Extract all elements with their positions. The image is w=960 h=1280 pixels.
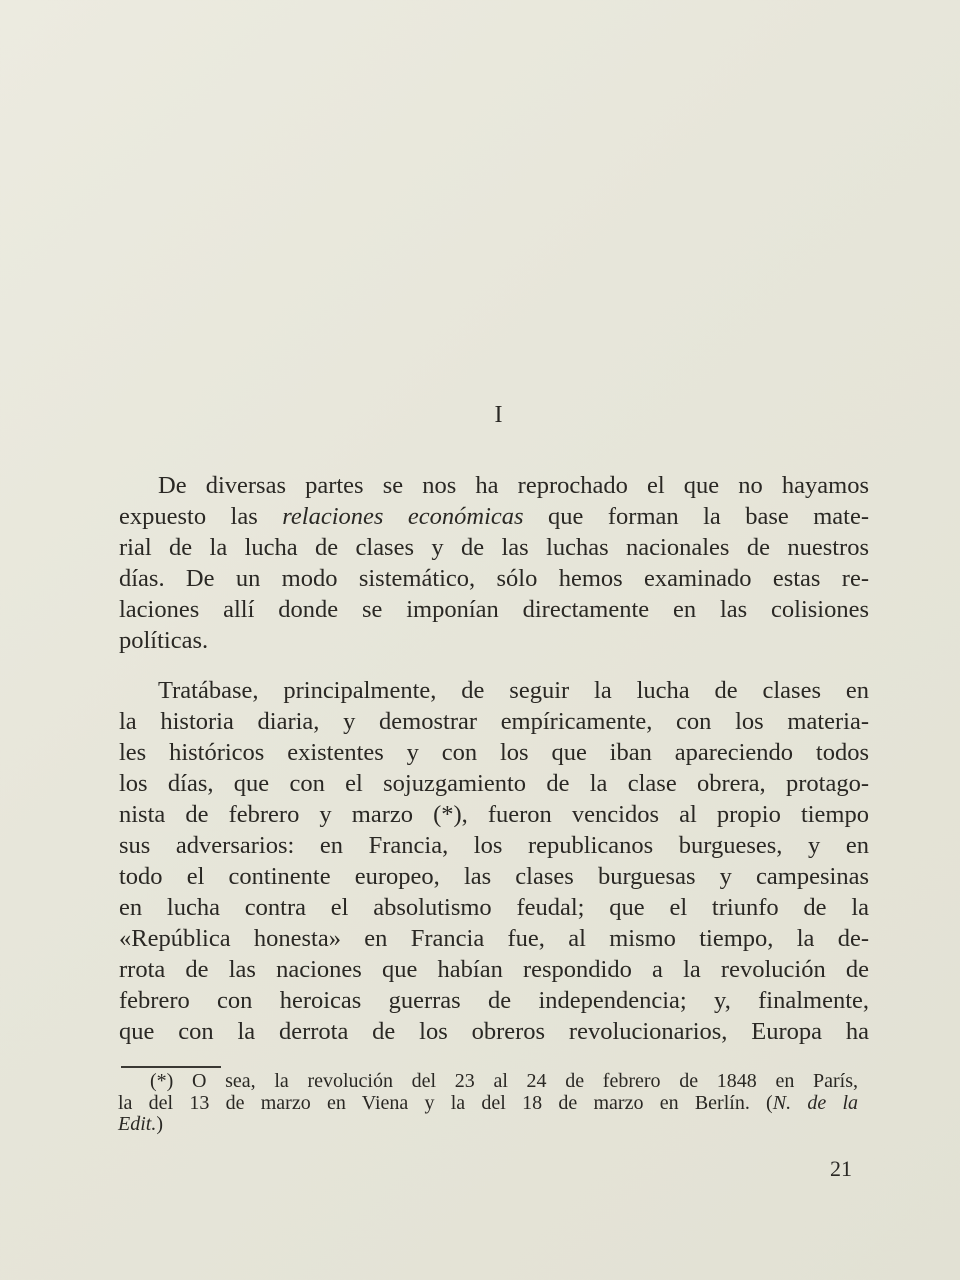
paragraph-2-line-5: nista de febrero y marzo (*), fueron vencidos al propio tiempo <box>119 801 869 828</box>
paragraph-2-line-8: en lucha contra el absolutismo feudal; que el triunfo de la <box>119 894 869 921</box>
paragraph-1-line-5: laciones allí donde se imponían directamente en las colisiones <box>119 596 869 623</box>
paragraph-1-line-2-end: que forman la base mate- <box>548 503 870 530</box>
footnote-line-3-italic: Edit. <box>118 1113 157 1135</box>
footnote-line-2-italic: N. de la <box>772 1092 859 1114</box>
paragraph-2-line-11: febrero con heroicas guerras de independencia; y, finalmente, <box>119 987 869 1014</box>
paragraph-1-line-3: rial de la lucha de clases y de las luchas nacionales de nuestros <box>119 534 869 561</box>
footnote-line-2 <box>118 1093 858 1114</box>
footnote-line-1: (*) O sea, la revolución del 23 al 24 de febrero de 1848 en París, <box>150 1070 858 1092</box>
paragraph-2-line-6: sus adversarios: en Francia, los republicanos burgueses, y en <box>119 832 869 859</box>
italic-phrase: relaciones económicas <box>282 503 524 530</box>
paragraph-2-line-1: Tratábase, principalmente, de seguir la lucha de clases en <box>158 677 869 704</box>
paragraph-1-line-6: políticas. <box>119 627 209 654</box>
paragraph-1-line-1: De diversas partes se nos ha reprochado el que no hayamos <box>158 472 869 499</box>
paragraph-2-line-12: que con la derrota de los obreros revolucionarios, Europa ha <box>119 1018 869 1045</box>
footnote-line-2-text: la del 13 de marzo en Viena y la del 18 de marzo en Berlín. ( <box>118 1092 773 1114</box>
paragraph-1-line-4: días. De un modo sistemático, sólo hemos examinado estas re- <box>119 565 869 592</box>
page-number: 21 <box>830 1156 852 1181</box>
footnote-line-3 <box>118 1114 858 1135</box>
chapter-heading: I <box>494 402 504 428</box>
footnote-line-3-text: ) <box>156 1113 164 1135</box>
paragraph-2-line-10: rrota de las naciones que habían respondido a la revolución de <box>119 956 869 983</box>
paragraph-2-line-4: los días, que con el sojuzgamiento de la clase obrera, protago- <box>119 770 869 797</box>
paragraph-2-line-2: la historia diaria, y demostrar empíricamente, con los materia- <box>119 708 869 735</box>
paragraph-2-line-3: les históricos existentes y con los que iban apareciendo todos <box>119 739 869 766</box>
paragraph-2-line-9: «República honesta» en Francia fue, al mismo tiempo, la de- <box>119 925 869 952</box>
footnote-rule <box>121 1066 221 1068</box>
paragraph-1-line-2 <box>119 501 869 532</box>
paragraph-1-line-2-start: expuesto las <box>119 503 258 530</box>
paragraph-2-line-7: todo el continente europeo, las clases burguesas y campesinas <box>119 863 869 890</box>
